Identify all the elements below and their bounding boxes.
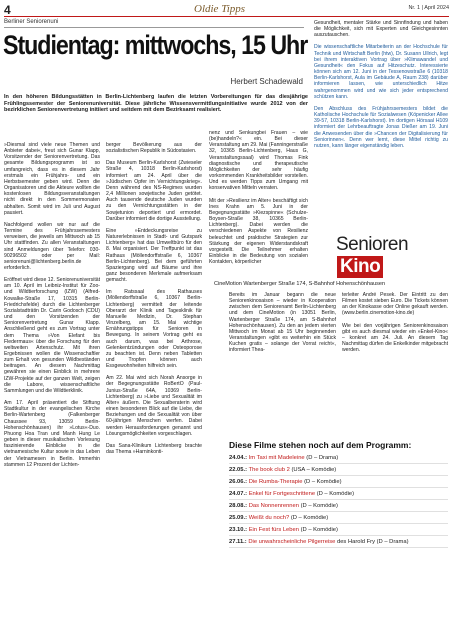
article-headline: Studientag: mittwochs, 15 Uhr [3,30,308,60]
article-byline: Herbert Schadewald [230,77,303,86]
seniorenkino-logo [312,232,450,278]
film-item [229,512,448,524]
header-rule [4,16,449,17]
film-genre: (USA – Komödie) [291,467,337,473]
paragraph-highlight: Den Abschluss des Frühjahrssemesters bildet die Katholische Hochschule für Sozialwesen (Köpenicker Allee 39-57, 10318 Berlin-Karlshorst). Im dortigen Hörsaal H109 informiert der Lehrbeauftragte Jonas Dießer am 19. Juni die Anwesenden über die »Chancen der Digitalisierung für Seniorinnen«. Denn wer lernt, diese Mittel richtig zu nutzen, kann länger eigenständig leben. [314,105,448,149]
film-genre: (D – Komödie) [316,491,355,497]
film-title: Das Nonnenrennen [248,503,299,509]
paragraph-highlight: Die wissenschaftliche Mitarbeiterin an der Hochschule für Technik und Wirtschaft Berlin (htw), Dr. Susann Ullrich, legt bei ihrem interaktiven Vortrag über »Klimawandel und Gesundheit« den Fokus auf Hitzeschutz. Interessierte können sich am 12. Juni in der Tessenowstraße 6 (10318 Berlin-Karlshorst, Aula im Gebäude A, Raum 238) darüber informieren lassen, wie unterschiedlich Hitze wahrgenommen wird und wie sich jeder entsprechend schützen kann. [314,44,448,100]
film-date: 24.07.: [229,491,248,497]
paragraph: nenz und Senkungbei Frauen – wie (be)handeln?« ein. Bei dieser Veranstaltung am 29. Mai (Fanningerstraße 32, 10365 Berlin-Lichtenberg, Haus G, Veranstaltungssaal) wird Thomas Fink diagnostische und therapeutische Möglichkeiten der sehr häufig vorkommenden Krankheitsbilder vorstellen. Und es werden Tipps zum Umgang mit konservativen Mitteln verraten. [209,130,308,192]
film-genre: (D – Komödie) [290,515,329,521]
film-list [229,452,448,548]
film-date: 26.06.: [229,479,248,485]
paragraph: Nachfolgend wollen wir nur auf die Termine des Frühjahrssemesters verweisen, die jeweils am Mittwoch ab 15 Uhr stattfinden. Zu allen Veranstaltungen sind Anmeldungen über Telefon: 030-90296502 oder per Mail: seniorenuni@lichtenberg.berlin.de erforderlich. [4,221,100,271]
article-lead: In den höheren Bildungsstätten in Berlin-Lichtenberg laufen die letzten Vorbereitungen für das diesjährige Frühlingssemester der Seniorenuniversität. Diese jährliche Wissensvermittlungsinitiative wurde 2012 von der bezirklichen Seniorenvertretung initiiert und seitdem mit dem Bezirksamt realisiert. [4,94,308,113]
article-column-1 [4,142,100,474]
paragraph: berger Bevölkerung aus der sozialistischen Republik in Südostasien. [106,142,202,155]
film-date: 22.05.: [229,467,248,473]
paragraph: Bereits im Januar begann die neue Seniorenkinosaison – wieder in Kooperation zwischen dem Seniorenamt Berlin-Lichtenberg und dem CineMotion (in 13051 Berlin, Wartenberger Straße 174, am S-Bahnhof Hohenschönhausen). Zu den an jedem vierten Mittwoch im Monat ab 15 Uhr beginnenden Veranstaltungen »gibt es weiterhin ein Stück Kuchen gratis – solange der Vorrat reicht«, informiert Thea- [229,292,336,354]
film-title: Die Rumba-Therapie [248,479,303,485]
paragraph: terleiter André Pesek. Der Eintritt zu den Filmen kostet sieben Euro. Die Tickets können an der Kinokasse oder Online gekauft werden. (www.berlin.cinemotion-kino.de) [342,292,448,317]
film-genre: (D – Komödie) [300,527,338,533]
film-item [229,536,448,548]
film-item [229,524,448,536]
film-item [229,464,448,476]
paragraph: Am 22. Mai wird sich Norah Ansorge in der Begegnungsstätte RoBertO (Paul-Junius-Straße 64A, 10369 Berlin-Lichtenberg) zu »Liebe und Sexualität im Alter« äußern. Die Sexualberaterin wird einen besonderen Blick auf die Liebe, die Beziehungen und die Sexualität von über 60-jährigen Menschen werfen. Dabei werden Herausforderungen genannt und Lösungsmöglichkeiten vorgeschlagen. [106,375,202,437]
issue-info: Nr. 1 | April 2024 [408,5,449,11]
kino-column-1 [229,292,336,360]
film-genre: (D – Komödie) [300,503,338,509]
kino-box: Kino [337,256,383,278]
paragraph: Im Ratssaal des Rathauses (Möllendorffstraße 6, 10367 Berlin-Lichtenberg) vermittelt der leitende Oberarzt der Klinik und Tagesklinik für Manuelle Medizin, Dr. Stephan Vinzelberg, am 15. Mai wichtige Ernährungstipps für Senioren in Bewegung. In seinem Vortrag geht es auch darum, was bei Arthrose, Gelenkentzündungen oder Osteoporose zu beachten ist. Denn neben Tabletten und Tropfen können auch Essgewohnheiten hilfreich sein. [106,289,202,370]
paragraph: Das Sana-Klinikum Lichtenberg brachte das Thema »Harninkonti- [106,442,202,456]
film-genre: (D – Komödie) [304,479,342,485]
paragraph: Gesundheit, mentaler Stärke und Sinnfindung und haben die Möglichkeit, sich mit Experten und Gleichgesinnten auszutauschen. [314,20,448,39]
film-title: Weißt du noch? [248,515,290,521]
article-column-3 [209,130,308,271]
film-date: 27.11.: [229,539,247,545]
film-title: Enkel für Fortgeschrittene [248,491,316,497]
film-date: 25.09.: [229,515,248,521]
film-item [229,452,448,464]
film-date: 24.04.: [229,455,248,461]
film-title: Im Taxi mit Madeleine [248,455,305,461]
section-label: Berliner Seniorenuni [4,19,59,25]
film-item [229,488,448,500]
paragraph: Das Museum Berlin-Karlshorst (Zwieseler Straße 4, 10318 Berlin-Karlshorst) informiert am 24. April über die »Jüdischen Opfer im Vernichtungskrieg«. Denn während des NS-Regimes wurden 2,4 Millionen sowjetische Juden getötet. Auch tausende deutsche Juden wurden zu den Vernichtungsstätten in der Sowjetunion deportiert und ermordet. Darüber informiert die dortige Ausstellung. [106,160,202,222]
masthead-logo: Oldie Tipps [194,3,246,15]
film-title: The book club 2 [248,467,290,473]
film-genre: des Harold Fry (D – Drama) [336,539,409,545]
film-item [229,476,448,488]
film-date: 28.08.: [229,503,248,509]
paragraph: Eröffnet wird diese 12. Seniorenuniversität am 10. April im Leibniz-Institut für Zoo- und Wildtierforschung (IZW) (Alfred-Kowalke-Straße 17, 10315 Berlin-Friedrichsfelde) durch die Lichtenberger Sozialstadträtin Dr. Carin Godosch (CDU) und den Vorsitzenden der Seniorenvertretung Gunar Klapp. Anschließend geht es zum Vortrag unter dem Thema »Von Elefant bis Fledermaus« über die Forschung für den weltweiten Artenschutz. Mit ihren Ergebnissen wollen die Wissenschaftler zum Erhalt von gesunden Wildbeständen beitragen. An diesem Nachmittag gewähren sie einen Einblick in mehrere IZW-Projekte auf der ganzen Welt, zeigen die Labore, wissenschaftliche Sammlungen und die Wildtierklinik. [4,277,100,394]
paragraph: Am 17. April präsentiert die Stiftung Stadtkultur in der evangelischen Kirche Berlin-Wartenberg (Falkenberger Chaussee 93, 13059 Berlin-Hohenschönhausen) ihr »Lotus«-Duo. Phuong Hoa Tran und Manh Hung Le geben in dieser musikalischen Vorlesung faszinierende Einblicke in die vietnamesische Kultur sowie in das Leben der Vietnamesen in Berlin. Immerhin stammen 12 Prozent der Lichten- [4,400,100,468]
film-title: Die unwahrscheinliche Pilgerreise [248,539,336,545]
paragraph: Eine »Entdeckungsreise zu Naturerlebnissen in Stadt- und Gutspark Lichtenberg« hat das Umweltbüro für den 8. Mai organisiert. Der Treffpunkt ist das Rathaus (Möllendorffstraße 6, 10367 Berlin-Lichtenberg). Bei dem geführten Spaziergang wird auf Bäume und ihre ganz besonderen Merkmale aufmerksam gemacht. [106,227,202,284]
film-genre: (D – Drama) [306,455,339,461]
film-title: Ein Fest fürs Leben [248,527,299,533]
paragraph: »Diesmal sind viele neue Themen und Anbieter dabei«, freut sich Gunar Klapp, Vorsitzender der Seniorenvertretung. Das gesamte Bildungsprogramm ist so umfangreich, dass es in diesem Jahr erstmals ein Frühjahrs- und ein Herbstsemester geben wird. Denn die Organisatoren und die Akteure wollten die kostenlosen Bildungsveranstaltungen nicht direkt in den Sommermonaten abhalten. Somit wird im Juli und August pausiert. [4,142,100,216]
page-header [4,3,449,17]
section-rule [4,27,304,28]
page-number: 4 [4,3,11,17]
films-heading: Diese Filme stehen noch auf dem Programm: [229,440,412,450]
film-item [229,500,448,512]
kino-subtitle: CineMotion Wartenberger Straße 174, S-Bahnhof Hohenschönhausen [214,281,386,287]
paragraph: Wie bei den vorjährigen Seniorenkinosaison gibt es auch diesmal wieder ein »Enkel-Kino« – konkret am 24. Juli. An diesem Tag Nachmittag dürfen die Enkelkinder mitgebracht werden. [342,322,448,354]
film-date: 23.10.: [229,527,248,533]
kino-column-2 [342,292,448,359]
article-column-4 [314,20,448,155]
paragraph: Mit der »Resilienz im Alter« beschäftigt sich Ines Krahn am 5. Juni in der Begegnungsstätte »Kiezspinne« (Schulze-Boysen-Straße 38, 10365 Berlin-Lichtenberg). Dabei werden die verschiedenen Aspekte von Resilienz beleuchtet und praktische Strategien zur Stärkung der eigenen Widerstandskraft vorgestellt. Die Teilnehmer erhalten Einblicke in die Bedeutung von sozialen Kontakten, körperlicher [209,197,308,266]
seniorenkino-logo-text: SeniorenKino [336,234,409,277]
article-column-2 [106,142,202,461]
